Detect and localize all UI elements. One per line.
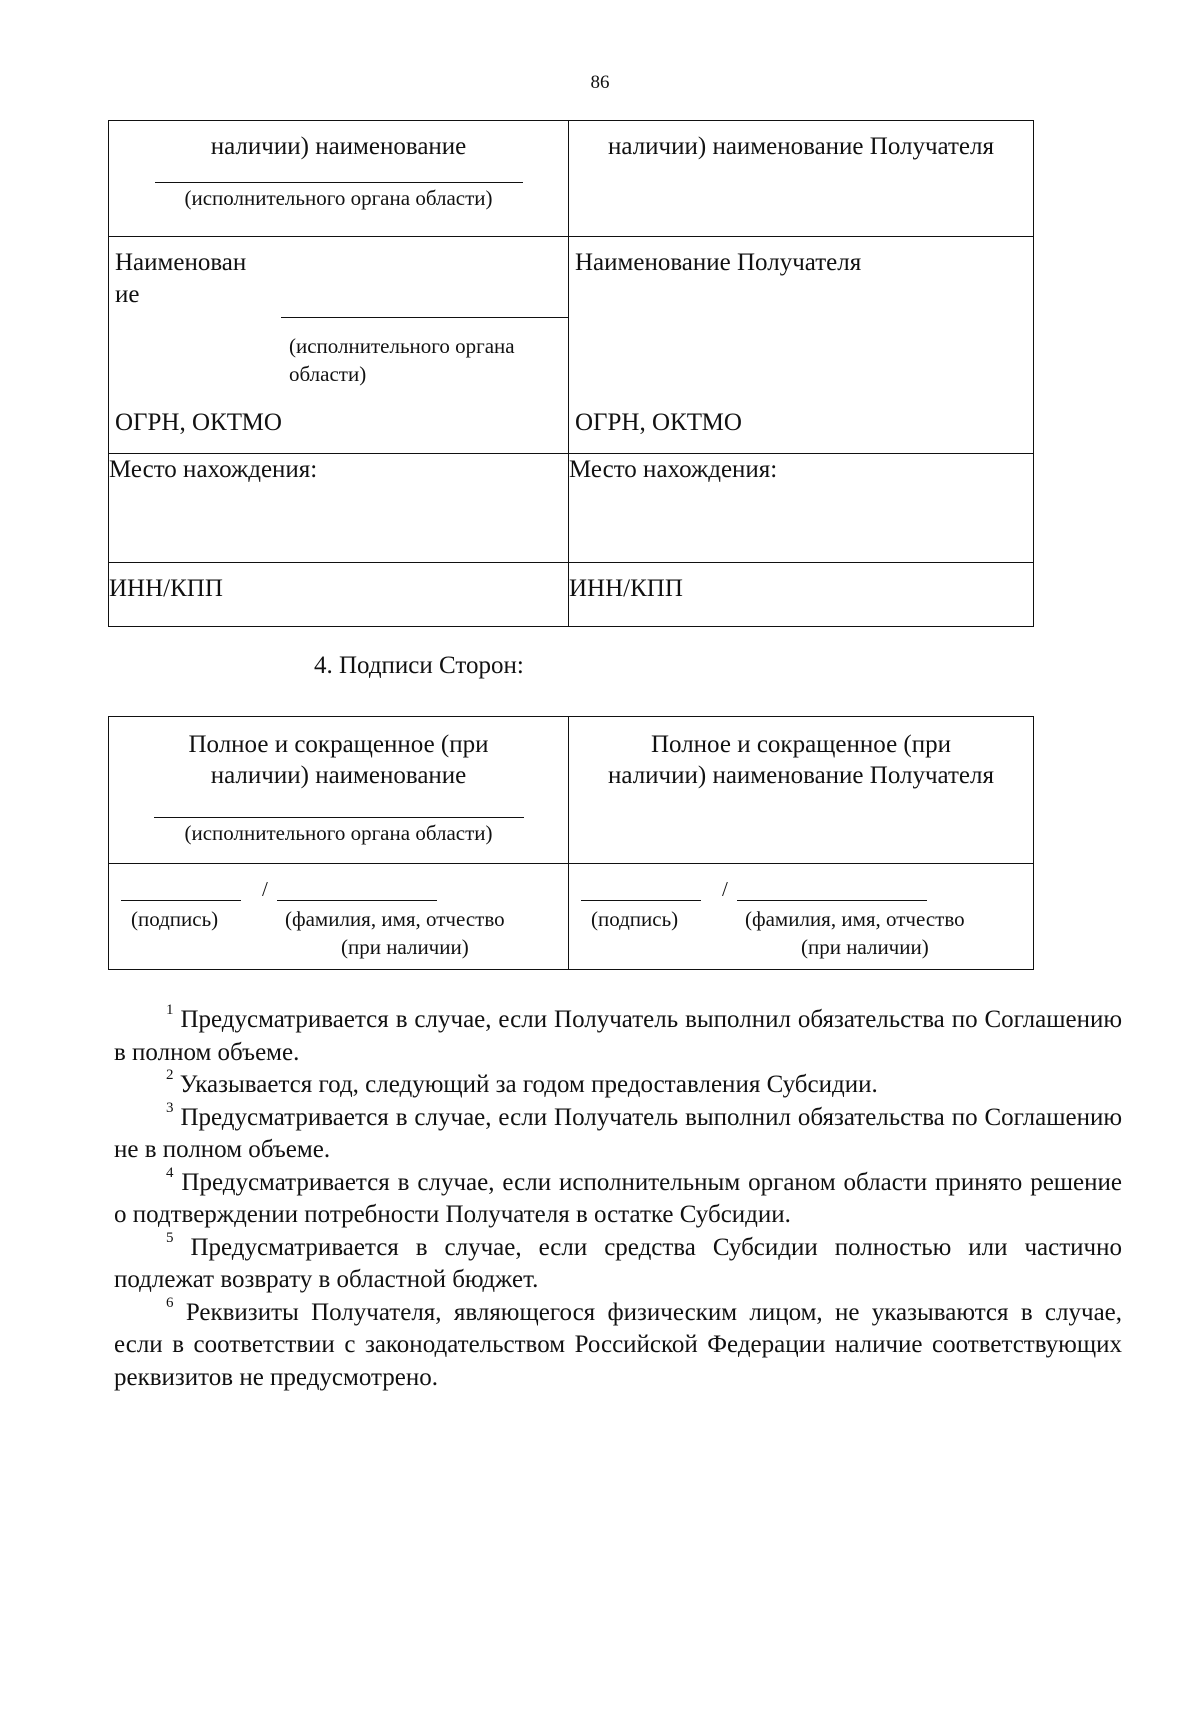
header-left-caption: (исполнительного органа области) [184,186,493,210]
right-sign-label: (подпись) [591,907,679,931]
name-left-caption-1: (исполнительного органа [289,334,515,358]
left-fio-label-2: (при наличии) [341,935,469,959]
requisites-name-row [109,237,1034,454]
header-right-name: наличии) наименование Получателя [608,133,994,160]
footnote-number: 1 [166,1002,174,1018]
sign-left-cell [109,864,569,970]
signatures-table [108,716,1034,970]
signatures-header-row [109,717,1034,864]
left-slash: / [262,877,268,901]
signatures-sign-row [109,864,1034,970]
sign-left-underline [154,817,524,818]
footnote [114,1229,1122,1297]
requisites-inn-row [109,563,1034,627]
sign-left-caption: (исполнительного органа области) [184,821,493,845]
footnote-number: 6 [166,1294,174,1311]
header-right-cell [569,121,1034,237]
right-fio-line [737,900,927,901]
sign-right-title-1: Полное и сокращенное (при [650,731,952,758]
sign-right-title-2: наличии) наименование Получателя [608,762,994,789]
right-slash: / [722,877,728,901]
left-fio-line [277,900,437,901]
address-left-label: Место нахождения: [109,456,318,483]
footnote [114,1069,1122,1102]
footnote [114,1004,1122,1069]
sign-right-cell [569,864,1034,970]
name-right-label: Наименование Получателя [575,249,862,276]
name-left-label-2: ие [115,281,140,308]
right-signature-line [581,900,701,901]
name-left-label-1: Наименован [115,249,247,276]
footnote-text: Предусматривается в случае, если Получатель выполнил обязательства по Соглашению не в полном объеме. [114,1103,1123,1163]
right-fio-label-2: (при наличии) [801,935,929,959]
footnotes [114,1004,1122,1394]
footnote-text: Указывается год, следующий за годом предоставления Субсидии. [179,1071,878,1098]
requisites-table [108,120,1034,627]
sign-left-title-1: Полное и сокращенное (при [188,731,489,758]
address-left-cell [109,454,569,563]
footnote-number: 3 [166,1099,174,1116]
section-title: 4. Подписи Сторон: [314,652,524,679]
address-right-cell [569,454,1034,563]
requisites-header-row [109,121,1034,237]
inn-left-cell [109,563,569,627]
name-right-cell [569,237,1034,454]
inn-right-cell [569,563,1034,627]
footnote-text: Предусматривается в случае, если Получатель выполнил обязательства по Соглашению в полном объеме. [114,1006,1123,1066]
left-signature-line [121,900,241,901]
page-number: 86 [590,72,610,93]
footnote-text: Реквизиты Получателя, являющегося физическим лицом, не указываются в случае, если в соответствии с законодательством Российской Федерации наличие соответствующих реквизитов не предусмотрено. [114,1298,1123,1391]
left-sign-label: (подпись) [131,907,219,931]
name-left-cell [109,237,569,454]
header-left-name: наличии) наименование [210,133,467,160]
footnote-text: Предусматривается в случае, если средства Субсидии полностью или частично подлежат возврату в областной бюджет. [114,1233,1122,1293]
ogrn-right: ОГРН, ОКТМО [575,409,742,436]
sign-left-title-2: наличии) наименование [210,762,467,789]
right-fio-label-1: (фамилия, имя, отчество [745,907,965,931]
ogrn-left: ОГРН, ОКТМО [115,409,282,436]
requisites-address-row [109,454,1034,563]
header-left-cell [109,121,569,237]
footnote-number: 4 [166,1164,174,1181]
header-left-underline [155,182,523,183]
sign-header-right-cell [569,717,1034,864]
footnote-number: 5 [166,1229,174,1246]
sign-header-left-cell [109,717,569,864]
footnote [114,1164,1122,1232]
inn-right-label: ИНН/КПП [569,575,683,602]
left-fio-label-1: (фамилия, имя, отчество [285,907,505,931]
footnote-number: 2 [166,1067,174,1083]
inn-left-label: ИНН/КПП [109,575,223,602]
address-right-label: Место нахождения: [569,456,778,483]
footnote [114,1099,1123,1167]
footnote-text: Предусматривается в случае, если исполнительным органом области принято решение о подтверждении потребности Получателя в остатке Субсидии. [114,1168,1122,1228]
footnote [114,1294,1123,1395]
name-left-underline [281,317,568,318]
name-left-caption-2: области) [289,362,367,386]
